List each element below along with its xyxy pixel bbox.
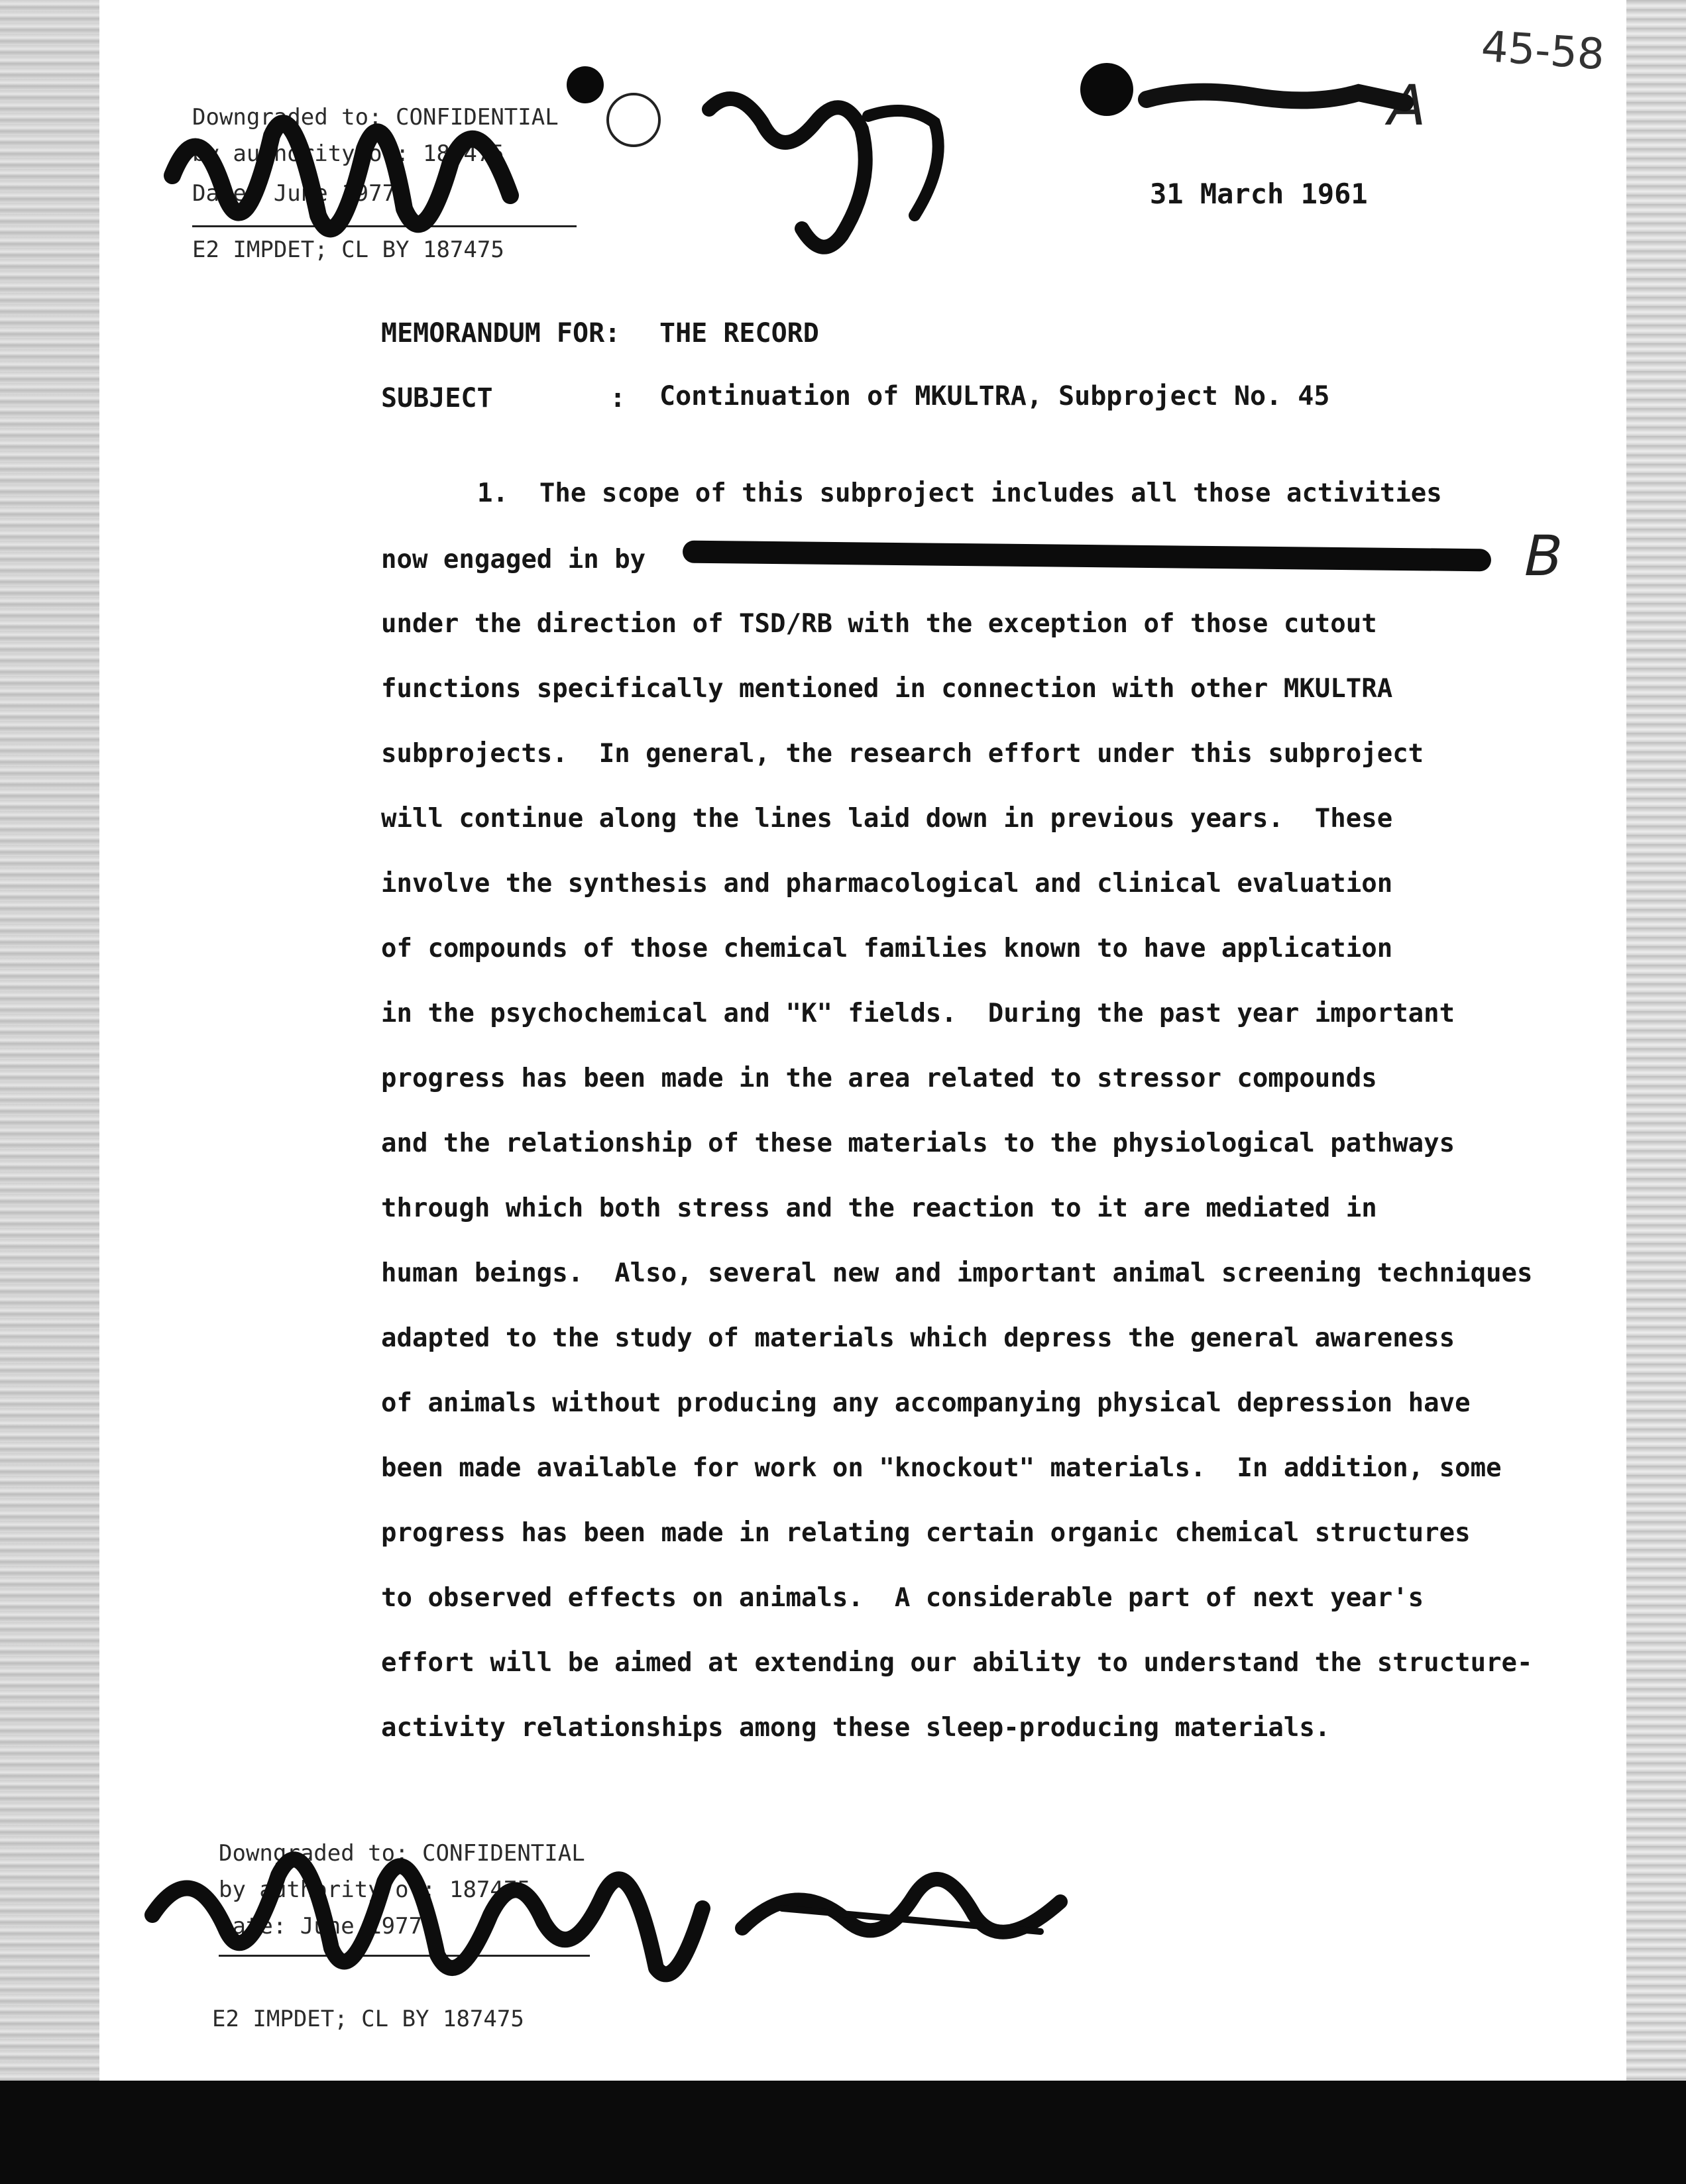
- memo-date: 31 March 1961: [1150, 178, 1368, 210]
- stamp-bottom-line-3: Date: June 1977: [219, 1913, 423, 1939]
- memo-for-label: MEMORANDUM FOR:: [381, 318, 621, 349]
- body-line-14: adapted to the study of materials which depress the general awareness: [381, 1323, 1455, 1353]
- body-line-9: in the psychochemical and "K" fields. During the past year important: [381, 999, 1455, 1028]
- scan-edge-right: [1626, 0, 1686, 2081]
- stamp-top-line-2: by authority of: 187475: [192, 140, 504, 167]
- redaction-bar: [683, 541, 1491, 572]
- stamp-bottom-line-4: E2 IMPDET; CL BY 187475: [212, 2006, 524, 2032]
- body-line-6: will continue along the lines laid down in previous years. These: [381, 804, 1393, 834]
- scan-edge-left: [0, 0, 99, 2184]
- body-line-1: 1. The scope of this subproject includes all those activities: [477, 478, 1442, 508]
- body-line-18: to observed effects on animals. A considerable part of next year's: [381, 1583, 1424, 1613]
- body-line-17: progress has been made in relating certain organic chemical structures: [381, 1518, 1471, 1548]
- punch-hole-filled-right: [1080, 63, 1133, 116]
- signature-scribble-bottom: [146, 1816, 1107, 2001]
- subject-colon: :: [610, 383, 626, 413]
- body-line-4: functions specifically mentioned in connection with other MKULTRA: [381, 674, 1393, 704]
- subject-label: SUBJECT: [381, 383, 493, 413]
- scan-bottom-band: [0, 2081, 1686, 2184]
- body-line-15: of animals without producing any accompanying physical depression have: [381, 1388, 1471, 1418]
- redaction-scribble-top-right: [1140, 73, 1418, 139]
- body-line-11: and the relationship of these materials to the physiological pathways: [381, 1128, 1455, 1158]
- stamp-top-line-3: Date: June 1977: [192, 180, 396, 207]
- body-line-20: activity relationships among these sleep-producing materials.: [381, 1713, 1331, 1743]
- body-line-7: involve the synthesis and pharmacological and clinical evaluation: [381, 869, 1393, 899]
- stamp-top-line-4: E2 IMPDET; CL BY 187475: [192, 237, 504, 263]
- stamp-bottom-line-2: by authority of: 187475: [219, 1877, 531, 1903]
- body-line-2: now engaged in by: [381, 545, 646, 574]
- body-line-5: subprojects. In general, the research effort under this subproject: [381, 739, 1424, 769]
- body-line-13: human beings. Also, several new and important animal screening techniques: [381, 1258, 1533, 1288]
- margin-letter-b: B: [1517, 523, 1570, 588]
- stamp-bottom-line-1: Downgraded to: CONFIDENTIAL: [219, 1840, 585, 1867]
- body-line-16: been made available for work on "knockout" materials. In addition, some: [381, 1453, 1502, 1483]
- signature-scribble-top: [166, 63, 961, 275]
- body-line-3: under the direction of TSD/RB with the exception of those cutout: [381, 609, 1377, 639]
- body-line-19: effort will be aimed at extending our ability to understand the structure-: [381, 1648, 1533, 1678]
- document-id: 45-58: [1479, 22, 1606, 80]
- memo-for-value: THE RECORD: [659, 318, 819, 349]
- stamp-top-line-1: Downgraded to: CONFIDENTIAL: [192, 104, 559, 131]
- body-line-10: progress has been made in the area related to stressor compounds: [381, 1064, 1377, 1093]
- margin-letter-a: A: [1381, 73, 1433, 138]
- subject-value: Continuation of MKULTRA, Subproject No. 45: [659, 381, 1330, 411]
- body-line-12: through which both stress and the reaction to it are mediated in: [381, 1193, 1377, 1223]
- body-line-8: of compounds of those chemical families known to have application: [381, 934, 1393, 963]
